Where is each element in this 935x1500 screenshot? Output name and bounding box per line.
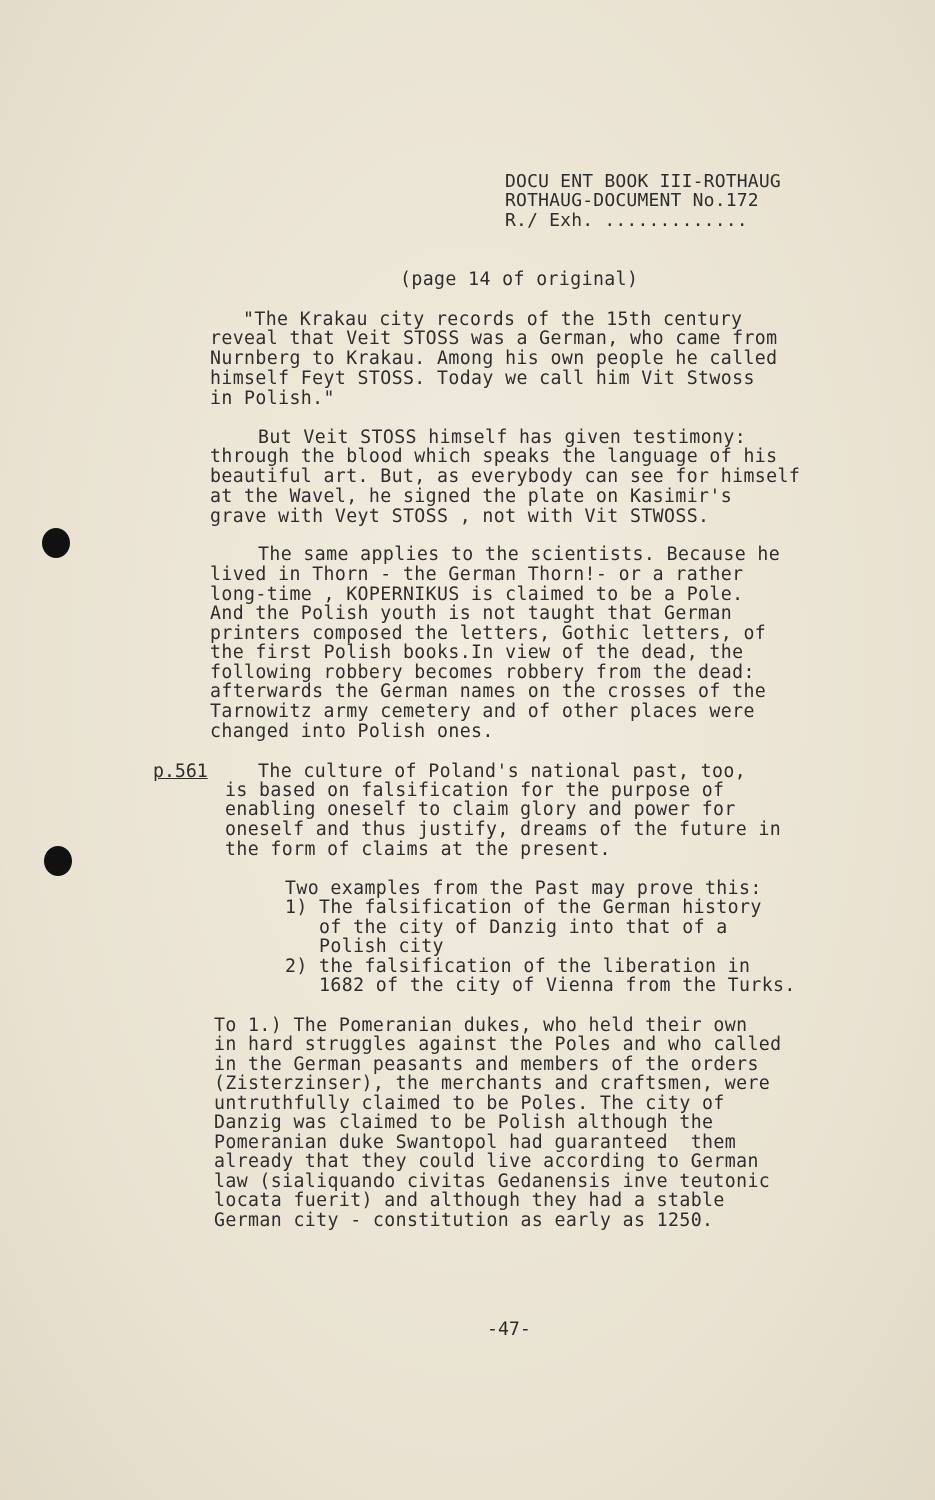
paragraph-line: in the German peasants and members of the orders <box>214 1054 759 1075</box>
paragraph-line: To 1.) The Pomeranian dukes, who held their own <box>214 1015 748 1036</box>
paragraph-line: following robbery becomes robbery from the dead: <box>210 662 755 683</box>
paragraph-line: But Veit STOSS himself has given testimony: <box>258 427 747 448</box>
paragraph-line: enabling oneself to claim glory and power for <box>225 799 736 820</box>
paragraph-line: the form of claims at the present. <box>225 839 611 860</box>
paragraph-line: Tarnowitz army cemetery and of other places were <box>210 701 755 722</box>
paragraph-line: Danzig was claimed to be Polish although the <box>214 1112 714 1133</box>
list-item: 1) The falsification of the German history <box>285 897 762 918</box>
paragraph-line: beautiful art. But, as everybody can see for himself <box>210 466 801 487</box>
list-item-continued: of the city of Danzig into that of a <box>285 917 728 938</box>
paragraph-line: locata fuerit) and although they had a stable <box>214 1190 725 1211</box>
paragraph-line: The culture of Poland's national past, too, <box>258 761 747 782</box>
paragraph-line: the first Polish books.In view of the dead, the <box>210 642 744 663</box>
margin-page-reference: p.561 <box>153 761 208 782</box>
paragraph-line: The same applies to the scientists. Because he <box>258 544 781 565</box>
page-number: -47- <box>487 1319 531 1340</box>
list-item: 2) the falsification of the liberation in <box>285 956 751 977</box>
paragraph-line: law (sialiquando civitas Gedanensis inve teutonic <box>214 1171 771 1192</box>
punch-hole-top <box>42 528 70 558</box>
paragraph-line: long-time , KOPERNIKUS is claimed to be a Pole. <box>210 584 744 605</box>
document-number: ROTHAUG-DOCUMENT No.172 <box>505 190 759 211</box>
paragraph-line: Nurnberg to Krakau. Among his own people he called <box>210 348 778 369</box>
paragraph-line: untruthfully claimed to be Poles. The city of <box>214 1093 725 1114</box>
paragraph-line: in Polish." <box>210 388 335 409</box>
paragraph-line: And the Polish youth is not taught that German <box>210 603 733 624</box>
paragraph-line: grave with Veyt STOSS , not with Vit STWOSS. <box>210 506 710 527</box>
paragraph-line: himself Feyt STOSS. Today we call him Vit Stwoss <box>210 368 755 389</box>
paragraph-line: Pomeranian duke Swantopol had guaranteed them <box>214 1132 737 1153</box>
document-book-title: DOCU ENT BOOK III-ROTHAUG <box>505 171 781 192</box>
paragraph-line: lived in Thorn - the German Thorn!- or a rather <box>210 564 744 585</box>
paragraph-line: printers composed the letters, Gothic letters, of <box>210 623 767 644</box>
paragraph-line: at the Wavel, he signed the plate on Kasimir's <box>210 486 733 507</box>
list-item-continued: Polish city <box>285 936 444 957</box>
list-intro: Two examples from the Past may prove this: <box>285 878 762 899</box>
paragraph-line: in hard struggles against the Poles and who called <box>214 1034 782 1055</box>
paragraph-line: (Zisterzinser), the merchants and craftsmen, were <box>214 1073 771 1094</box>
list-item-continued: 1682 of the city of Vienna from the Turks. <box>285 975 796 996</box>
paragraph-line: "The Krakau city records of the 15th century <box>243 309 743 330</box>
paragraph-line: German city - constitution as early as 1250. <box>214 1210 714 1231</box>
paragraph-line: changed into Polish ones. <box>210 721 494 742</box>
paragraph-line: afterwards the German names on the crosses of the <box>210 681 767 702</box>
page-of-original: (page 14 of original) <box>400 269 639 290</box>
paragraph-line: is based on falsification for the purpose of <box>225 780 725 801</box>
paragraph-line: reveal that Veit STOSS was a German, who came from <box>210 328 778 349</box>
paragraph-line: oneself and thus justify, dreams of the future in <box>225 819 782 840</box>
paragraph-line: through the blood which speaks the language of his <box>210 446 778 467</box>
exhibit-line: R./ Exh. ............. <box>505 210 748 231</box>
paragraph-line: already that they could live according to German <box>214 1151 759 1172</box>
punch-hole-bottom <box>44 846 72 876</box>
